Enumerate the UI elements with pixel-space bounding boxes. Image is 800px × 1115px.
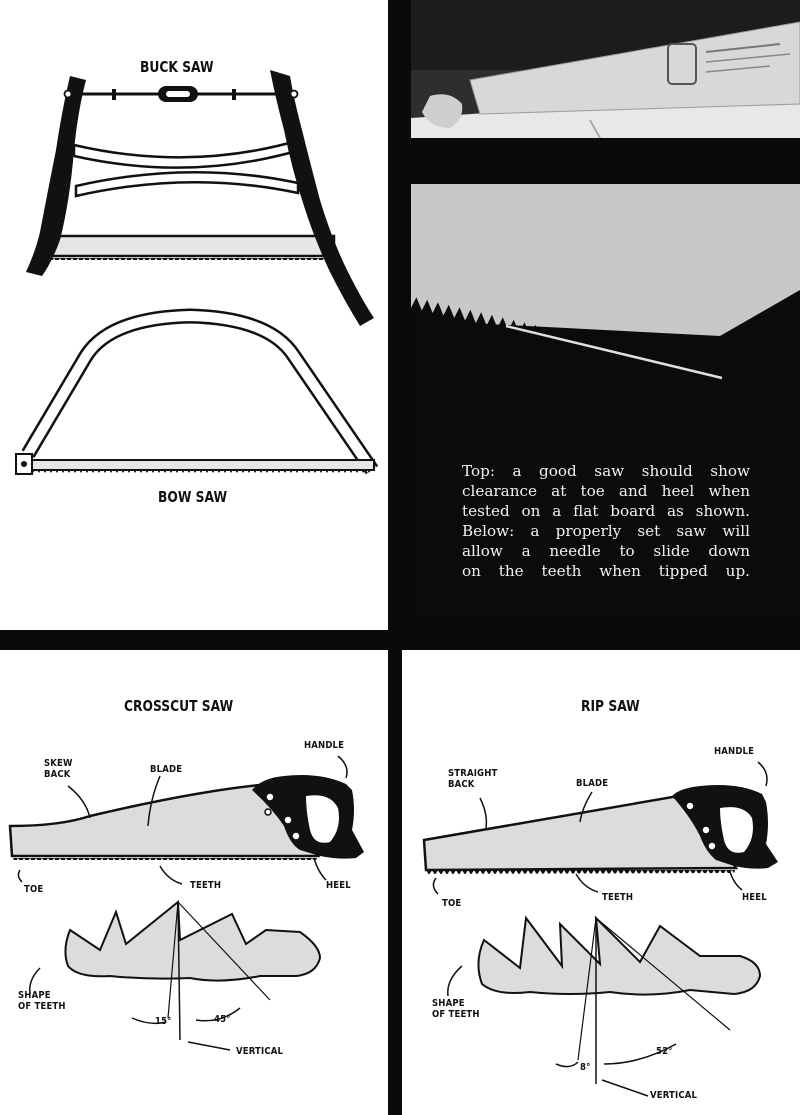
crosscut-shape-of-teeth-label: SHAPE OF TEETH xyxy=(18,990,66,1012)
caption-line: Top: a good saw should show xyxy=(462,462,750,480)
caption-line: tested on a flat board as shown. xyxy=(462,502,750,520)
rip-handle-label: HANDLE xyxy=(714,746,755,757)
rip-shape-of-teeth-label: SHAPE OF TEETH xyxy=(432,998,480,1020)
rip-angle-8-label: 8° xyxy=(580,1062,591,1073)
needle-photo-caption xyxy=(462,461,750,581)
rip-toe-label: TOE xyxy=(442,898,462,909)
caption-line: clearance at toe and heel when xyxy=(462,482,750,500)
crosscut-handle-label: HANDLE xyxy=(304,740,345,751)
crosscut-angle-45-label: 45° xyxy=(214,1014,231,1025)
buck-saw-title: BUCK SAW xyxy=(140,58,214,76)
crosscut-toe-label: TOE xyxy=(24,884,44,895)
crosscut-blade-label: BLADE xyxy=(150,764,183,775)
rip-angle-52-label: 52° xyxy=(656,1046,673,1057)
crosscut-saw-title: CROSSCUT SAW xyxy=(124,697,234,715)
rip-blade-label: BLADE xyxy=(576,778,609,789)
crosscut-angle-15-label: 15° xyxy=(155,1016,172,1027)
crosscut-vertical-label: VERTICAL xyxy=(236,1046,284,1057)
rip-vertical-label: VERTICAL xyxy=(650,1090,698,1101)
caption-line: Below: a properly set saw will xyxy=(462,522,750,540)
rip-teeth-label: TEETH xyxy=(602,892,634,903)
bow-saw-title: BOW SAW xyxy=(158,488,228,506)
rip-heel-label: HEEL xyxy=(742,892,767,903)
crosscut-heel-label: HEEL xyxy=(326,880,351,891)
caption-line: allow a needle to slide down xyxy=(462,542,750,560)
crosscut-teeth-label: TEETH xyxy=(190,880,222,891)
crosscut-skew-back-label: SKEW BACK xyxy=(44,758,73,780)
rip-straight-back-label: STRAIGHT BACK xyxy=(448,768,498,790)
caption-line: on the teeth when tipped up. xyxy=(462,562,750,580)
rip-saw-title: RIP SAW xyxy=(581,697,640,715)
